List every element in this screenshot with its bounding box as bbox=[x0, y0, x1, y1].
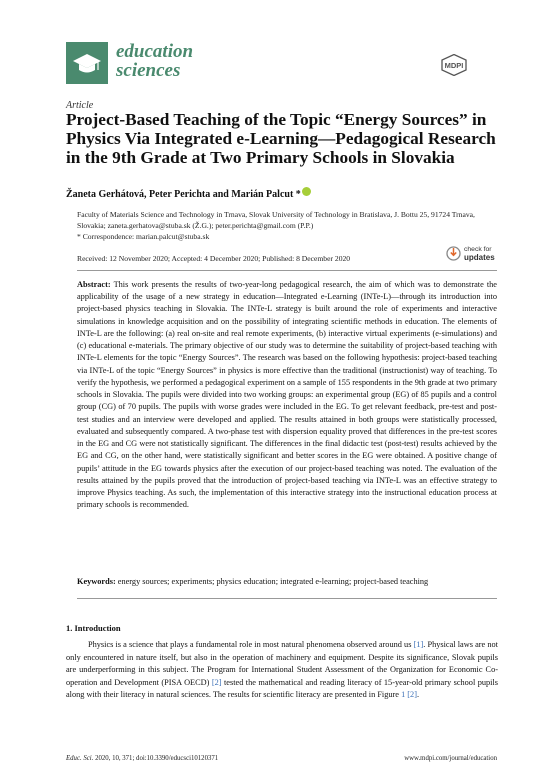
affiliation-block bbox=[77, 209, 497, 242]
divider bbox=[77, 598, 497, 599]
footer-doi: 2020, 10, 371; doi:10.3390/educsci10120371 bbox=[93, 755, 219, 762]
figure-link[interactable]: 1 bbox=[401, 690, 406, 700]
article-type: Article bbox=[66, 100, 94, 111]
abstract-label: Abstract: bbox=[77, 280, 111, 289]
mdpi-logo bbox=[441, 54, 467, 81]
authors-text: Žaneta Gerhátová, Peter Perichta and Marián Palcut * bbox=[66, 189, 301, 200]
graduation-cap-icon bbox=[66, 42, 108, 84]
introduction-paragraph bbox=[66, 639, 498, 702]
abstract bbox=[77, 279, 497, 511]
intro-text: tested the mathematical and reading literacy of 15-year-old primary school pupils along with their literacy in natural sciences. The results for scientific literacy are presented in Figure bbox=[66, 677, 498, 700]
intro-text: . bbox=[416, 690, 420, 700]
keywords-text: energy sources; experiments; physics education; integrated e-learning; project-based teaching bbox=[117, 577, 429, 586]
divider bbox=[77, 270, 497, 271]
section-heading: 1. Introduction bbox=[66, 623, 121, 633]
paper-title: Project-Based Teaching of the Topic “Energy Sources” in Physics Via Integrated e-Learning—Pedagogical Research in the 9th Grade at Two Primary Schools in Slovakia bbox=[66, 110, 496, 168]
check-for-updates-badge[interactable] bbox=[446, 246, 495, 261]
author-list bbox=[66, 187, 311, 200]
footer-citation bbox=[66, 755, 218, 762]
journal-logo bbox=[66, 42, 193, 84]
check-updates-line1: check for bbox=[464, 246, 492, 253]
citation-link[interactable]: [1] bbox=[413, 640, 424, 649]
orcid-icon[interactable] bbox=[302, 187, 311, 196]
journal-name-line2: sciences bbox=[116, 60, 181, 81]
keywords bbox=[77, 576, 497, 587]
citation-link[interactable]: [2] bbox=[211, 677, 222, 687]
keywords-label: Keywords: bbox=[77, 577, 116, 586]
correspondence: * Correspondence: marian.palcut@stuba.sk bbox=[77, 232, 210, 241]
publication-dates: Received: 12 November 2020; Accepted: 4 December 2020; Published: 8 December 2020 bbox=[77, 254, 351, 263]
footer-journal: Educ. Sci. bbox=[66, 755, 94, 762]
check-updates-line2: updates bbox=[464, 252, 495, 262]
citation-link[interactable]: [2] bbox=[407, 690, 417, 700]
footer-url[interactable]: www.mdpi.com/journal/education bbox=[404, 755, 497, 762]
publisher-name: MDPI bbox=[444, 61, 464, 71]
intro-text: . Physical laws are not only encountered in nature itself, but also in the operation of machinery and equipment. Despite its significance, Slovak pupils are underperforming in this subject. The Program for International Student Assessment of the Organization for Economic Co-operation and Development (PISA OECD) bbox=[66, 640, 498, 687]
intro-text: Physics is a science that plays a fundamental role in most natural phenomena observed around us bbox=[88, 640, 414, 649]
affiliation: Faculty of Materials Science and Technology in Trnava, Slovak University of Technology in Bratislava, J. Bottu 25, 91724 Trnava, Slovakia; zaneta.gerhatova@stuba.sk (Ž.G.); peter.perichta@gmail.com (P.P.) bbox=[77, 210, 475, 230]
check-updates-icon bbox=[446, 246, 461, 261]
journal-name-line1: education bbox=[116, 41, 194, 62]
abstract-text: This work presents the results of two-year-long pedagogical research, the aim of which was to demonstrate the applicability of the usage of a new strategy in education—Integrated e-Learning (INTe-L)—through its introduction into project-based physics teaching in Slovakia. The INTe-L strategy is built around the role of experiments and interactive simulations in knowledge acquisition and on the possibility of integrating scientific methods in education. The elements of INTe-L are the following: (a) real on-site and real remote experiments, (b) interactive virtual experiments (e-simulations) and (c) educational e-materials. The primary objective of our study was to determine the suitability of project-based teaching with INTe-L elements for the topic “Energy Sources”. The research was based on the following hypothesis: project-based teaching via INTe-L of the topic “Energy Sources” in physics is more effective than the traditional (instructionist) way of teaching. To verify the hypothesis, we performed a pedagogical experiment on a sample of 155 respondents in the 9th grade at two primary schools in Slovakia. The pupils were divided into two working groups: an experimental group (EG) of 85 pupils and a control group (CG) of 70 pupils. The pupils with worse grades were included in the EG. To get relevant feedback, pre-test and post-test studies and an interview were developed and applied. The results attained in both groups were statistically processed, evaluated and subsequently compared. A two-phase test with dispersion equality proved that differences in the pre-test scores in the EG and CG were not statistically significant. The differences in the final didactic test (post-test) results achieved by the EG and CG, on the other hand, were statistically significant and better scores in the EG were obtained. A positive change of pupils’ attitude in the EG towards physics after the execution of our project-based teaching was noted. The evaluation of the results attained by the pupils proved that the introduction of project-based teaching via INTe-L was an effective strategy to improve Physics teaching. As such, the implementation of this interactive strategy into the instructional education process at primary schools is recommended. bbox=[77, 280, 497, 510]
